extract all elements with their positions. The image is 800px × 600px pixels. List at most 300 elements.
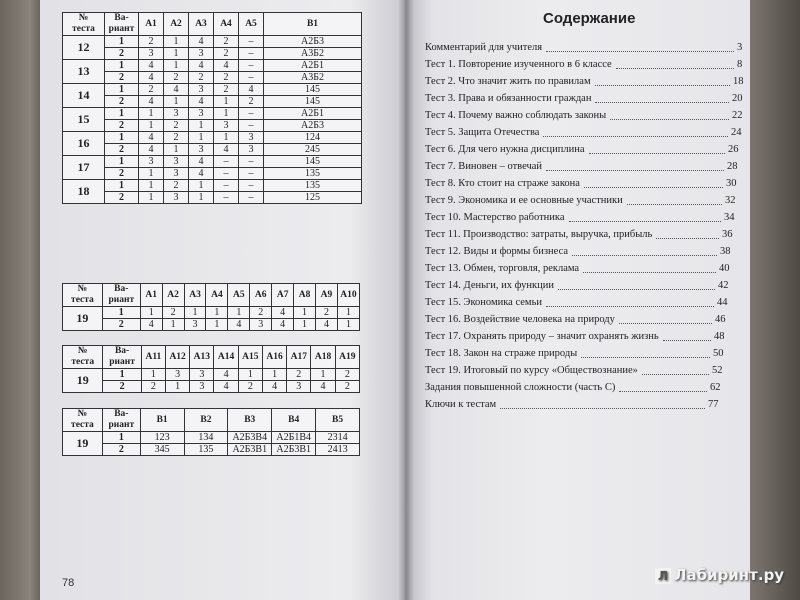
toc-entry-label: Тест 18. Закон на страже природы: [425, 348, 578, 359]
answer-cell: –: [239, 156, 264, 168]
toc-entry-page: 24: [731, 127, 742, 138]
table-row: [63, 369, 360, 381]
variant-number: 1: [105, 84, 139, 96]
toc-entry: [425, 346, 745, 363]
column-header: А3: [189, 13, 214, 36]
table4-head: [63, 409, 360, 432]
answer-cell: 4: [139, 96, 164, 108]
answer-cell: 3: [239, 132, 264, 144]
column-header: № теста: [63, 284, 103, 307]
answer-cell: 3: [190, 381, 214, 393]
answer-cell: 2413: [316, 444, 360, 456]
table-row: [63, 84, 362, 96]
answer-cell: 2: [335, 369, 359, 381]
toc-leader-dots: [558, 289, 715, 290]
column-header: А18: [311, 346, 335, 369]
answer-cell: 1: [206, 319, 228, 331]
answer-cell: А3Б2: [264, 48, 362, 60]
toc-entry: [425, 278, 745, 295]
variant-number: 2: [103, 381, 141, 393]
toc-leader-dots: [595, 102, 729, 103]
answer-cell: 1: [139, 168, 164, 180]
answers-table-19-a1-a10: [62, 283, 360, 331]
column-header: А16: [262, 346, 286, 369]
answer-cell: 145: [264, 156, 362, 168]
toc-leader-dots: [642, 374, 709, 375]
column-header: А5: [228, 284, 250, 307]
answer-cell: 4: [239, 84, 264, 96]
test-number: 17: [63, 156, 105, 180]
toc-leader-dots: [663, 340, 711, 341]
answer-cell: 4: [164, 84, 189, 96]
answer-cell: 1: [337, 307, 359, 319]
answer-cell: 1: [139, 192, 164, 204]
toc-entry: [425, 91, 745, 108]
table-row: [63, 168, 362, 180]
watermark-text: Лабиринт.ру: [674, 566, 785, 584]
toc-leader-dots: [627, 204, 722, 205]
answers-table-19-b1-b5: [62, 408, 360, 456]
variant-number: 2: [105, 96, 139, 108]
toc-leader-dots: [546, 51, 734, 52]
toc-entry-page: 52: [712, 365, 723, 376]
toc-entry-label: Тест 5. Защита Отечества: [425, 127, 540, 138]
toc-entry: [425, 40, 745, 57]
toc-entry-page: 34: [724, 212, 735, 223]
column-header: В1: [140, 409, 184, 432]
answer-cell: 3: [189, 108, 214, 120]
answer-cell: 3: [164, 156, 189, 168]
toc-entry-page: 28: [727, 161, 738, 172]
variant-number: 1: [105, 60, 139, 72]
column-header: В4: [272, 409, 316, 432]
answer-cell: 3: [189, 144, 214, 156]
table-row: [63, 319, 360, 331]
column-header: В2: [184, 409, 228, 432]
answer-cell: 3: [190, 369, 214, 381]
toc-entry-label: Комментарий для учителя: [425, 42, 543, 53]
table-row: [63, 307, 360, 319]
toc-entry: [425, 380, 745, 397]
answer-cell: 145: [264, 84, 362, 96]
answer-cell: 1: [214, 132, 239, 144]
toc-entry-label: Ключи к тестам: [425, 399, 497, 410]
answer-cell: 4: [311, 381, 335, 393]
answer-cell: 4: [316, 319, 338, 331]
toc-leader-dots: [595, 85, 730, 86]
answer-cell: 2314: [316, 432, 360, 444]
column-header: Ва- риант: [102, 284, 140, 307]
toc-entry: [425, 227, 745, 244]
answer-cell: 1: [139, 180, 164, 192]
column-header: В5: [316, 409, 360, 432]
toc-entry: [425, 193, 745, 210]
toc-leader-dots: [569, 221, 721, 222]
answer-cell: 4: [189, 156, 214, 168]
answer-cell: 2: [141, 381, 165, 393]
answer-cell: 2: [214, 72, 239, 84]
toc-entry: [425, 244, 745, 261]
answer-cell: 4: [140, 319, 162, 331]
answer-cell: 1: [294, 307, 316, 319]
column-header: А14: [214, 346, 238, 369]
answer-cell: 2: [239, 96, 264, 108]
toc-entry: [425, 261, 745, 278]
toc-entry: [425, 176, 745, 193]
toc-entry-page: 62: [710, 382, 721, 393]
answer-cell: 3: [139, 156, 164, 168]
watermark: [655, 566, 784, 584]
column-header: № теста: [63, 13, 105, 36]
toc-title: Содержание: [543, 10, 636, 27]
toc-leader-dots: [616, 68, 734, 69]
answer-cell: 4: [189, 36, 214, 48]
answer-cell: –: [239, 48, 264, 60]
answer-cell: –: [239, 60, 264, 72]
column-header: А15: [238, 346, 262, 369]
column-header: А19: [335, 346, 359, 369]
toc-entry-label: Тест 14. Деньги, их функции: [425, 280, 554, 291]
table-row: [63, 72, 362, 84]
answer-cell: 1: [262, 369, 286, 381]
toc-entry-page: 40: [719, 263, 730, 274]
toc-entry-page: 18: [733, 76, 744, 87]
answer-cell: –: [214, 156, 239, 168]
table-row: [63, 156, 362, 168]
toc-entry-page: 32: [725, 195, 736, 206]
toc-entry-page: 22: [732, 110, 743, 121]
table1-body: [63, 36, 362, 204]
answer-cell: 1: [141, 369, 165, 381]
answer-cell: 2: [189, 72, 214, 84]
toc-entry-page: 26: [728, 144, 739, 155]
answer-cell: –: [239, 192, 264, 204]
answer-cell: 3: [184, 319, 206, 331]
page-number: 78: [62, 577, 75, 589]
table2-body: [63, 307, 360, 331]
toc-entry-label: Тест 4. Почему важно соблюдать законы: [425, 110, 607, 121]
toc-entry-page: 20: [732, 93, 743, 104]
answer-cell: 4: [139, 60, 164, 72]
answer-cell: 3: [139, 48, 164, 60]
variant-number: 2: [105, 192, 139, 204]
toc-entry-label: Тест 15. Экономика семьи: [425, 297, 542, 308]
table-row: [63, 36, 362, 48]
toc-entry-label: Тест 19. Итоговый по курсу «Обществознание»: [425, 365, 638, 376]
toc-entry-page: 48: [714, 331, 725, 342]
toc-entry-label: Тест 7. Виновен – отвечай: [425, 161, 543, 172]
answer-cell: 3: [164, 192, 189, 204]
variant-number: 2: [105, 168, 139, 180]
answer-cell: А2Б3: [264, 36, 362, 48]
toc-entry-label: Тест 6. Для чего нужна дисциплина: [425, 144, 585, 155]
table-row: [63, 381, 360, 393]
table-row: [63, 132, 362, 144]
answer-cell: 2: [164, 180, 189, 192]
table-row: [63, 444, 360, 456]
toc-entry-page: 38: [720, 246, 731, 257]
toc-entry-page: 77: [708, 399, 719, 410]
toc-entry-label: Тест 8. Кто стоит на страже закона: [425, 178, 580, 189]
toc-entry-page: 46: [715, 314, 726, 325]
answer-cell: 2: [214, 36, 239, 48]
variant-number: 1: [102, 432, 140, 444]
answer-cell: 1: [337, 319, 359, 331]
column-header: А2: [164, 13, 189, 36]
test-number: 15: [63, 108, 105, 132]
toc-entry-label: Тест 10. Мастерство работника: [425, 212, 565, 223]
toc-entry: [425, 363, 745, 380]
variant-number: 2: [102, 319, 140, 331]
column-header: А9: [316, 284, 338, 307]
toc-entry: [425, 57, 745, 74]
column-header: № теста: [63, 346, 103, 369]
answer-cell: 145: [264, 96, 362, 108]
answer-cell: 2: [214, 84, 239, 96]
column-header: А4: [214, 13, 239, 36]
answer-cell: 2: [287, 369, 311, 381]
toc-leader-dots: [610, 119, 729, 120]
answer-cell: 1: [238, 369, 262, 381]
toc-leader-dots: [581, 357, 710, 358]
answer-cell: 2: [214, 48, 239, 60]
answer-cell: 4: [139, 144, 164, 156]
answer-cell: А2Б3: [264, 120, 362, 132]
answer-cell: 4: [272, 307, 294, 319]
toc-entry: [425, 125, 745, 142]
column-header: А7: [272, 284, 294, 307]
answer-cell: 1: [294, 319, 316, 331]
answer-cell: А2Б1: [264, 60, 362, 72]
table4-body: [63, 432, 360, 456]
toc-entry-page: 3: [737, 42, 743, 53]
variant-number: 2: [105, 144, 139, 156]
answer-cell: 2: [164, 132, 189, 144]
variant-number: 1: [105, 180, 139, 192]
answer-cell: 245: [264, 144, 362, 156]
toc-leader-dots: [584, 187, 723, 188]
answer-cell: 4: [139, 132, 164, 144]
answer-cell: 3: [189, 48, 214, 60]
variant-number: 1: [105, 132, 139, 144]
answer-cell: 1: [164, 48, 189, 60]
column-header: А11: [141, 346, 165, 369]
toc-entry-page: 8: [737, 59, 743, 70]
answers-table-19-a11-a19: [62, 345, 360, 393]
answer-cell: 2: [335, 381, 359, 393]
answer-cell: 1: [164, 60, 189, 72]
variant-number: 2: [105, 48, 139, 60]
column-header: Ва- риант: [103, 346, 141, 369]
answer-cell: 3: [164, 168, 189, 180]
toc-entry: [425, 295, 745, 312]
answer-cell: 3: [239, 144, 264, 156]
answer-cell: 3: [287, 381, 311, 393]
answer-cell: 2: [162, 307, 184, 319]
answer-cell: 1: [189, 120, 214, 132]
answer-cell: 3: [189, 84, 214, 96]
answers-table-12-18: [62, 12, 362, 204]
toc-entry-page: 50: [713, 348, 724, 359]
column-header: А17: [287, 346, 311, 369]
toc-entry: [425, 329, 745, 346]
test-number: 16: [63, 132, 105, 156]
table-row: [63, 180, 362, 192]
answer-cell: 1: [164, 144, 189, 156]
answer-cell: –: [239, 36, 264, 48]
toc-leader-dots: [543, 136, 728, 137]
answer-cell: –: [239, 168, 264, 180]
variant-number: 1: [102, 307, 140, 319]
answer-cell: 4: [189, 168, 214, 180]
toc-entry-page: 30: [726, 178, 737, 189]
toc-entry: [425, 312, 745, 329]
test-number: 13: [63, 60, 105, 84]
toc-entry: [425, 142, 745, 159]
answer-cell: 4: [214, 381, 238, 393]
column-header: А10: [337, 284, 359, 307]
table-row: [63, 96, 362, 108]
table-row: [63, 48, 362, 60]
toc-leader-dots: [572, 255, 717, 256]
toc-entry-label: Тест 11. Производство: затраты, выручка, прибыль: [425, 229, 653, 240]
answer-cell: 125: [264, 192, 362, 204]
toc-entry-label: Тест 13. Обмен, торговля, реклама: [425, 263, 580, 274]
answer-cell: 124: [264, 132, 362, 144]
toc-entry: [425, 397, 745, 414]
answer-cell: 4: [262, 381, 286, 393]
toc-entry: [425, 210, 745, 227]
answer-cell: А2Б1В4: [272, 432, 316, 444]
answer-cell: –: [239, 120, 264, 132]
answer-cell: 1: [206, 307, 228, 319]
table-row: [63, 108, 362, 120]
answer-cell: 1: [228, 307, 250, 319]
toc-leader-dots: [583, 272, 716, 273]
test-number: 19: [63, 432, 103, 456]
answer-cell: 2: [164, 120, 189, 132]
toc-entry-label: Тест 3. Права и обязанности граждан: [425, 93, 592, 104]
toc-entry-label: Тест 16. Воздействие человека на природу: [425, 314, 615, 325]
answer-cell: 135: [264, 168, 362, 180]
answer-cell: 4: [189, 60, 214, 72]
column-header: № теста: [63, 409, 103, 432]
variant-number: 2: [102, 444, 140, 456]
answer-cell: 1: [164, 96, 189, 108]
answer-cell: 4: [214, 60, 239, 72]
toc-entry-label: Тест 2. Что значит жить по правилам: [425, 76, 591, 87]
answer-cell: 134: [184, 432, 228, 444]
toc-entry: [425, 159, 745, 176]
answer-cell: 3: [250, 319, 272, 331]
toc-leader-dots: [656, 238, 719, 239]
book-edge: [750, 0, 800, 600]
toc-entry-page: 44: [717, 297, 728, 308]
table3-head: [63, 346, 360, 369]
test-number: 14: [63, 84, 105, 108]
answer-cell: 4: [139, 72, 164, 84]
answer-cell: 1: [214, 96, 239, 108]
answer-cell: 1: [164, 36, 189, 48]
column-header: А6: [250, 284, 272, 307]
answer-cell: 135: [264, 180, 362, 192]
answer-cell: 4: [272, 319, 294, 331]
table-of-contents: [425, 40, 745, 414]
column-header: В1: [264, 13, 362, 36]
table1-head: [63, 13, 362, 36]
answer-cell: 1: [311, 369, 335, 381]
answer-cell: А3Б2: [264, 72, 362, 84]
column-header: А8: [294, 284, 316, 307]
toc-leader-dots: [500, 408, 705, 409]
answer-cell: 4: [228, 319, 250, 331]
answer-cell: 1: [166, 381, 190, 393]
answer-cell: А2Б3В1: [228, 444, 272, 456]
toc-entry: [425, 108, 745, 125]
column-header: Ва- риант: [102, 409, 140, 432]
answer-cell: 2: [316, 307, 338, 319]
variant-number: 2: [105, 72, 139, 84]
answer-cell: –: [214, 180, 239, 192]
toc-leader-dots: [589, 153, 725, 154]
answer-cell: 4: [214, 144, 239, 156]
answer-cell: 4: [214, 369, 238, 381]
column-header: А2: [162, 284, 184, 307]
answer-cell: 2: [238, 381, 262, 393]
table2-head: [63, 284, 360, 307]
answer-cell: 3: [164, 108, 189, 120]
answer-cell: 3: [166, 369, 190, 381]
column-header: В3: [228, 409, 272, 432]
answer-cell: 135: [184, 444, 228, 456]
answer-cell: –: [214, 192, 239, 204]
table-row: [63, 192, 362, 204]
answer-cell: 1: [184, 307, 206, 319]
labirint-logo-icon: Л: [655, 568, 671, 584]
answer-cell: 1: [139, 120, 164, 132]
answer-cell: 3: [214, 120, 239, 132]
answer-cell: 123: [140, 432, 184, 444]
toc-entry-label: Тест 17. Охранять природу – значит охранять жизнь: [425, 331, 659, 342]
answer-cell: 1: [162, 319, 184, 331]
answer-cell: 2: [164, 72, 189, 84]
variant-number: 1: [105, 108, 139, 120]
toc-entry-label: Тест 12. Виды и формы бизнеса: [425, 246, 569, 257]
test-number: 12: [63, 36, 105, 60]
answer-cell: 1: [214, 108, 239, 120]
answer-cell: 1: [189, 192, 214, 204]
variant-number: 1: [105, 36, 139, 48]
answer-cell: 2: [250, 307, 272, 319]
toc-leader-dots: [546, 170, 724, 171]
answer-cell: А2Б1: [264, 108, 362, 120]
book-gutter: [398, 0, 414, 600]
column-header: Ва- риант: [105, 13, 139, 36]
test-number: 19: [63, 307, 103, 331]
answer-cell: А2Б3В1: [272, 444, 316, 456]
toc-entry-label: Тест 9. Экономика и ее основные участники: [425, 195, 623, 206]
answer-cell: 1: [140, 307, 162, 319]
answer-cell: 345: [140, 444, 184, 456]
column-header: А13: [190, 346, 214, 369]
table-row: [63, 120, 362, 132]
column-header: А5: [239, 13, 264, 36]
toc-entry-page: 42: [718, 280, 729, 291]
variant-number: 1: [105, 156, 139, 168]
table-row: [63, 60, 362, 72]
toc-leader-dots: [546, 306, 714, 307]
toc-leader-dots: [619, 323, 712, 324]
